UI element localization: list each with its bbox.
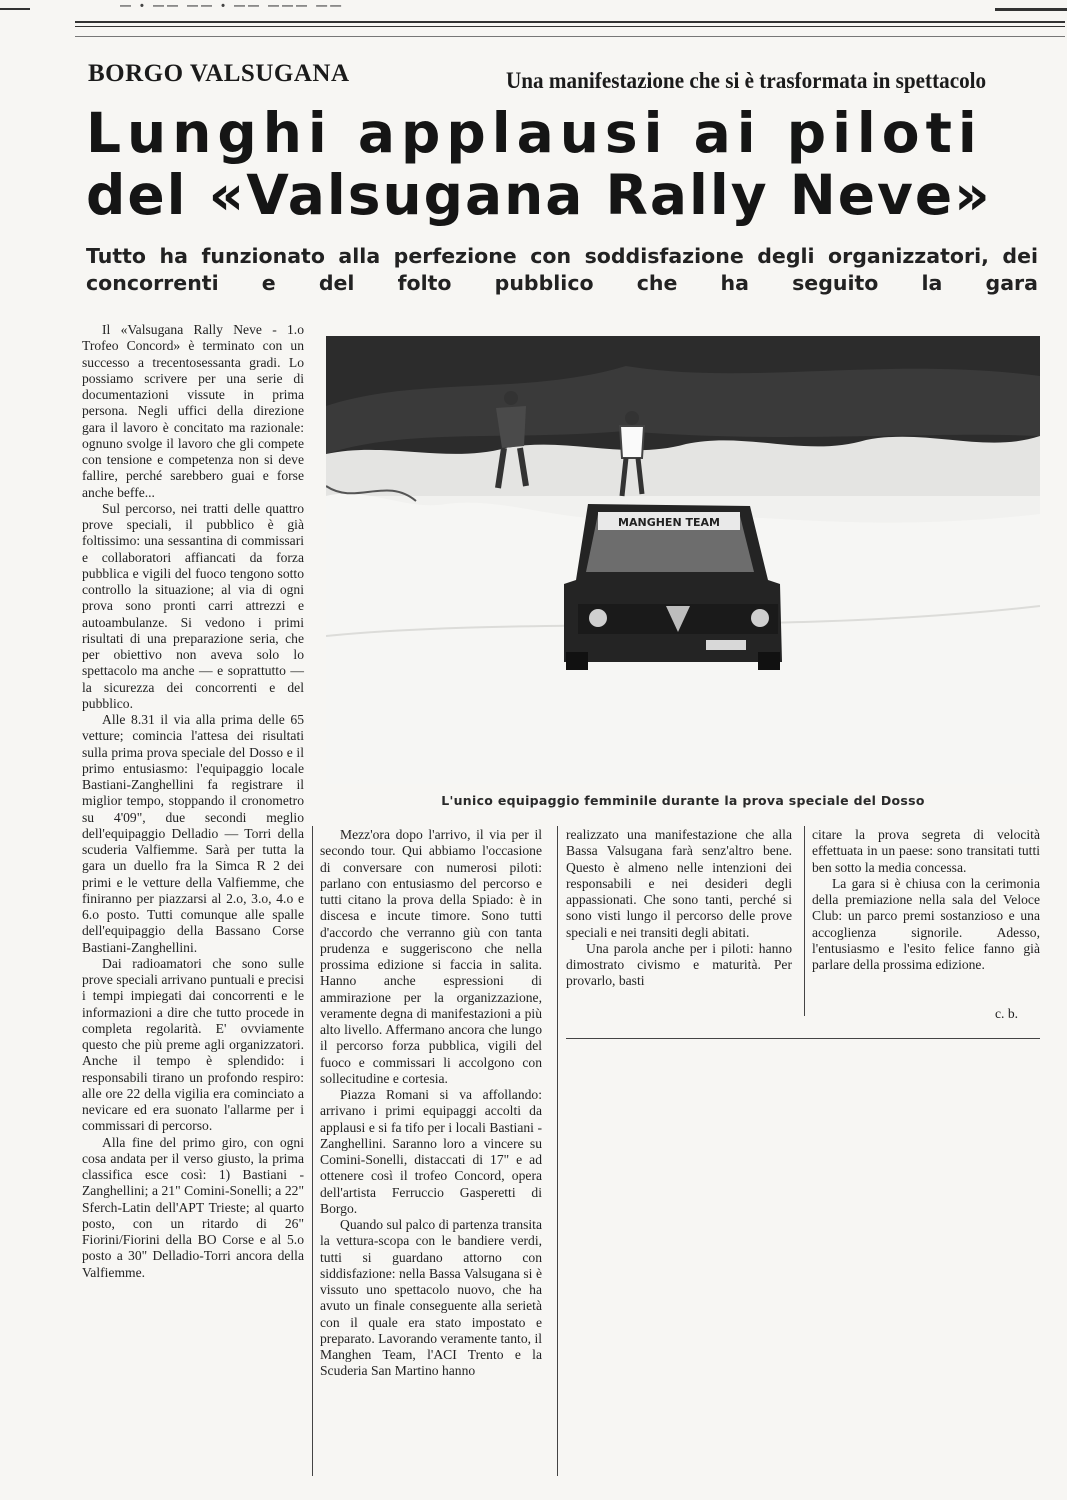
rally-car-photo <box>326 336 1040 784</box>
article-column-2 <box>320 827 542 1380</box>
paragraph: Quando sul palco di partenza transita la vettura-scopa con le bandiere verdi, tutti si guardano attorno con siddisfazione: nella Bassa Valsugana si è vissuto uno spettacolo nuovo, che ha avuto un finale conseguente alla serietà con il quale era stato impostato e preparato. Lavorando veramente tanto, il Manghen Team, l'ACI Trento e la Scuderia San Martino hanno <box>320 1217 542 1379</box>
paragraph: realizzato una manifestazione che alla Bassa Valsugana farà senz'altro bene. Questo è almeno nelle intenzioni dei responsabili e nei desideri degli appassionati. Che sono tanti, perché si sono visti lungo il percorso delle prove speciali e nei transiti degli abitati. <box>566 827 792 940</box>
article-column-4 <box>812 827 1040 973</box>
rally-car-icon <box>564 504 782 670</box>
section-label: BORGO VALSUGANA <box>88 60 350 87</box>
paragraph: Piazza Romani si va affollando: arrivano i primi equipaggi accolti da applausi e si fa tifo per i locali Bastiani - Zanghellini. Saranno loro a vincere su Comini-Sonelli, distaccati di 17" e ad ottenere così il trofeo Concord, opera dell'artista Ferruccio Gasperetti di Borgo. <box>320 1087 542 1216</box>
column-divider <box>557 826 558 1476</box>
author-signature: c. b. <box>995 1006 1019 1021</box>
paragraph: Mezz'ora dopo l'arrivo, il via per il secondo tour. Qui abbiamo l'occasione di conversare con numerosi piloti: parlano con entusiasmo del percorso e tutti citano la prova della Spiado: è in discesa e incute timore. Sono tutti d'accordo che verranno giù con tanta prudenza e suggeriscono che nella prossima edizione si faccia in salita. Hanno anche espressioni di ammirazione per la organizzazione, veramente degna di manifestazioni a più alto livello. Affermano ancora che lungo il percorso forza pubblica, vigili del fuoco e commissari li accolgono con sollecitudine e cortesia. <box>320 827 542 1086</box>
subheadline: Tutto ha funzionato alla perfezione con soddisfazione degli organizzatori, dei concorrenti e del folto pubblico che ha seguito la gara <box>86 244 1038 295</box>
article-end-rule <box>566 1038 1040 1039</box>
photo-caption: L'unico equipaggio femminile durante la prova speciale del Dosso <box>441 793 925 808</box>
article-column-1 <box>82 322 304 1281</box>
column-divider <box>312 826 313 1476</box>
paragraph: Alla fine del primo giro, con ogni cosa andata per il verso giusto, la prima classifica esce così: 1) Bastiani - Zanghellini; a 21" Comini-Sonelli; a 22" Sferch-Latin dell'APT Trieste; al quarto posto, con un ritardo di 26" Fiorini/Fiorini della BO Corse e al 5.o posto a 30" Delladio-Torri ancora della Valfiemme. <box>82 1134 304 1280</box>
paragraph: Il «Valsugana Rally Neve - 1.o Trofeo Concord» è terminato con un successo a trecentosessanta gradi. Lo possiamo scrivere per una serie di documentazioni vissute in prima persona. Negli uffici della direzione gara il lavoro è concitato ma razionale: ognuno svolge il lavoro che gli compete con tensione e competenza non si deve fallire, perché sarebbero guai e forse anche beffe... <box>82 322 304 500</box>
paragraph: Una parola anche per i piloti: hanno dimostrato civismo e maturità. Per provarlo, basti <box>566 940 792 989</box>
top-rule-2 <box>75 26 1065 27</box>
paragraph: citare la prova segreta di velocità effettuata in un paese: sono transitati tutti ben sotto la media concessa. <box>812 827 1040 875</box>
top-rule-3 <box>75 36 1065 37</box>
top-rule-right <box>995 8 1067 11</box>
headline-line-1: Lunghi applausi ai piloti <box>86 101 983 165</box>
paragraph: La gara si è chiusa con la cerimonia della premiazione nella sala del Veloce Club: un parco premi sostanzioso e una accoglienza signorile. Adesso, l'entusiasmo e l'esito felice fanno già parlare della prossima edizione. <box>812 875 1040 972</box>
paragraph: Sul percorso, nei tratti delle quattro prove speciali, il pubblico è già foltissimo: una sessantina di commissari e collaboratori affiancati da forza pubblica e vigili del fuoco tengono sotto controllo la situazione; al via di ogni prova sono pronti carri attrezzi e autoambulanze. Si vedono i primi risultati di una preparazione seria, che per obiettivo non aveva solo lo spettacolo ma anche — e soprattutto — la sicurezza dei concorrenti e del pubblico. <box>82 500 304 711</box>
kicker: Una manifestazione che si è trasformata in spettacolo <box>506 68 987 93</box>
column-divider <box>804 826 805 1016</box>
headline-line-2: del «Valsugana Rally Neve» <box>86 163 992 227</box>
page-header: — • —— —— • —— ——— —— <box>120 0 345 12</box>
car-banner-text: MANGHEN TEAM <box>618 516 720 529</box>
top-rule-left <box>0 8 30 10</box>
top-rule-1 <box>75 21 1065 23</box>
paragraph: Dai radioamatori che sono sulle prove speciali arrivano puntuali e precisi i tempi impiegati dai concorrenti e le informazioni a dire che tutto procede in completa regolarità. E' ovviamente questo che più preme agli organizzatori. Anche il tempo è splendido: i responsabili tirano un profondo respiro: alle ore 22 della vigilia era cominciato a nevicare ed era suonato l'allarme per i commissari di percorso. <box>82 955 304 1134</box>
paragraph: Alle 8.31 il via alla prima delle 65 vetture; comincia l'attesa dei risultati sulla prima prova speciale del Dosso e il primo entusiasmo: l'equipaggio locale Bastiani-Zanghellini fa registrare il miglior tempo, stoppando il cronometro su 4'09", due secondi meglio dell'equipaggio Delladio — Torri della scuderia Valfiemme. Sarà per tutta la gara un duello fra la Simca R 2 dei primi e le vetture della Valfiemme, che finiranno per piazzarsi al 2.o, 3.o, 4.o e 6.o posto. Tutti comunque alle spalle dell'equipaggio della Bassano Corse Bastiani-Zanghellini. <box>82 712 304 955</box>
article-column-3 <box>566 827 792 990</box>
